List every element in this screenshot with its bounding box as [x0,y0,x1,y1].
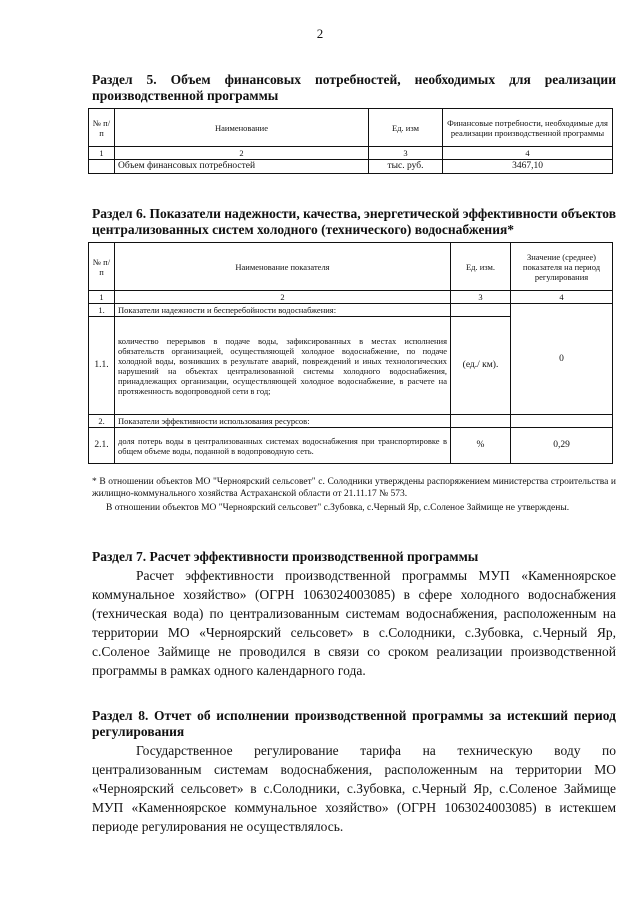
value-cell: 0 [511,304,613,415]
unit-cell: % [451,428,511,464]
index-cell: 3 [369,147,443,160]
col-header-unit: Ед. изм [369,109,443,147]
col-header-name: Наименование [115,109,369,147]
index-cell: 1 [89,147,115,160]
col-header-name: Наименование показателя [115,243,451,291]
group-label: Показатели эффективности использования ресурсов: [115,415,451,428]
financial-needs-table [88,108,613,174]
reliability-indicators-table [88,242,613,464]
col-header-unit: Ед. изм. [451,243,511,291]
group-num: 2. [89,415,115,428]
section6-title: Раздел 6. Показатели надежности, качества, энергетической эффективности объектов централизованных систем холодного (технического) водоснабжения* [92,206,616,237]
value-cell: 0,29 [511,428,613,464]
col-header-value: Финансовые потребности, необходимые для реализации производственной программы [443,109,613,147]
col-header-num: № п/п [89,243,115,291]
col-header-value: Значение (среднее) показателя на период регулирования [511,243,613,291]
indicator-text: количество перерывов в подаче воды, зафиксированных в местах исполнения обязательств организацией, осуществляющей холодное водоснабжение, по подаче холодной воды, возникших в результате аварий, повреждений и иных технологических нарушений на объектах централизованной системы холодного водоснабжения, принадлежащих организации, осуществляющей холодное водоснабжение, в расчете на протяженность водопроводной сети в год; [115,317,451,415]
section7-title: Раздел 7. Расчет эффективности производственной программы [92,549,479,564]
index-cell: 1 [89,291,115,304]
section7-body: Расчет эффективности производственной программы МУП «Каменноярское коммунальное хозяйство» (ОГРН 1063024003085) в сфере холодного водоснабжения (техническая вода) по централизованным системам водоснабжения, расположенным на территории МО «Черноярский сельсовет» в с.Солодники, с.Зубовка, с.Черный Яр, с.Соленое Займище не проводился в связи со сроком реализации производственной программы в рамках одного календарного года. [92,568,616,678]
index-cell: 4 [443,147,613,160]
indicator-text: доля потерь воды в централизованных системах водоснабжения при транспортировке в общем объеме воды, поданной в водопроводную сеть. [115,428,451,464]
col-header-num: № п/п [89,109,115,147]
group-num: 1. [89,304,115,317]
unit-cell: (ед./ км). [451,317,511,415]
footnote-other: В отношении объектов МО "Черноярский сельсовет" с.Зубовка, с.Черный Яр, с.Соленое Займище не утверждены. [106,503,570,513]
index-cell: 2 [115,291,451,304]
table-cell: тыс. руб. [369,160,443,174]
table-cell: 3467,10 [443,160,613,174]
table-cell [89,160,115,174]
group-label: Показатели надежности и бесперебойности водоснабжения: [115,304,451,317]
index-cell: 2 [115,147,369,160]
page-number: 2 [316,26,324,41]
section5-title: Раздел 5. Объем финансовых потребностей, необходимых для реализации производственной программы [92,72,616,103]
table-cell: Объем финансовых потребностей [115,160,369,174]
row-num: 2.1. [89,428,115,464]
row-num: 1.1. [89,317,115,415]
section8-title: Раздел 8. Отчет об исполнении производственной программы за истекший период регулирования [92,708,616,739]
section8-body: Государственное регулирование тарифа на техническую воду по централизованным системам водоснабжения, расположенным на территории МО «Черноярский сельсовет» в с.Солодники, с.Зубовка, с.Черный Яр, с.Соленое Займище МУП «Каменноярское коммунальное хозяйство» (ОГРН 1063024003085) в истекшем периоде регулирования не осуществлялось. [92,743,616,834]
footnote-solodniki: * В отношении объектов МО "Черноярский сельсовет" с. Солодники утверждены распоряжением министерства строительства и жилищно-коммунального хозяйства Астраханской области от 21.11.17 № 573. [92,477,616,499]
index-cell: 3 [451,291,511,304]
index-cell: 4 [511,291,613,304]
